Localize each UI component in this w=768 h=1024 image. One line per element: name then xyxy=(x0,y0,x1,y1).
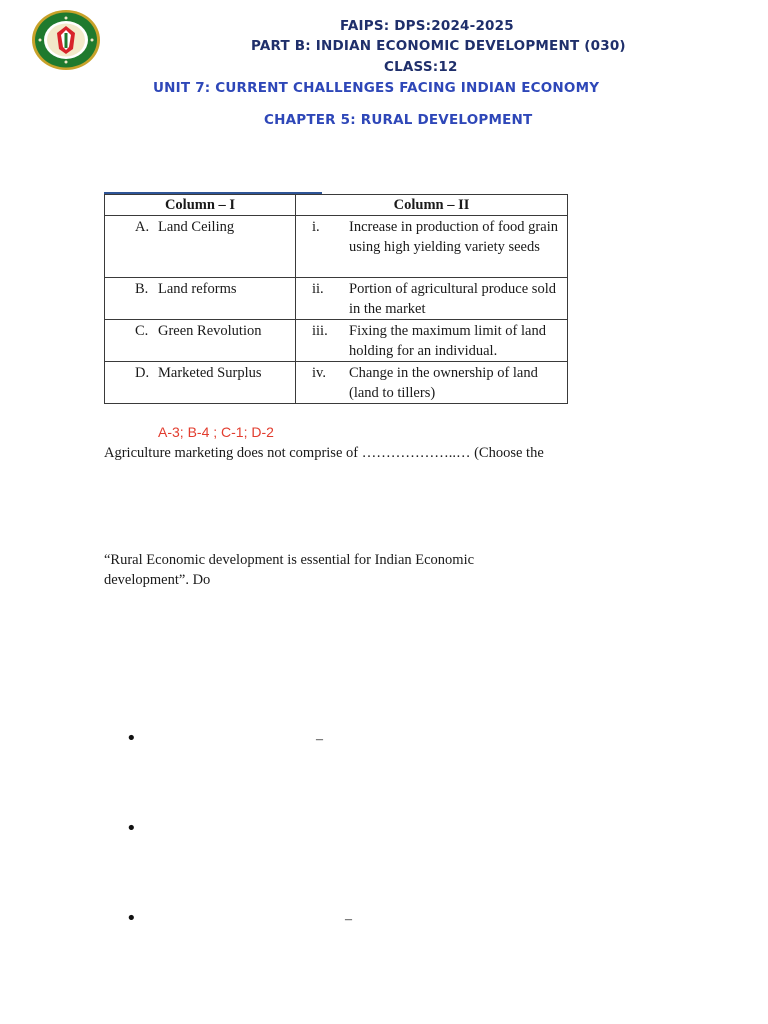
column-1-header: Column – I xyxy=(105,195,296,216)
column-2-item: Change in the ownership of land (land to tillers) xyxy=(349,365,538,401)
column-1-item: Green Revolution xyxy=(158,323,262,339)
question-rural-development-line-2: development”. Do xyxy=(104,572,211,588)
match-the-following-table xyxy=(104,194,568,404)
bullet-icon: • xyxy=(126,818,137,839)
bullet-dash: – xyxy=(316,732,323,747)
row-letter: C. xyxy=(135,323,149,339)
row-numeral: iv. xyxy=(312,365,326,381)
column-2-item: Portion of agricultural produce sold in the market xyxy=(349,281,556,317)
question-rural-development-line-1: “Rural Economic development is essential for Indian Economic xyxy=(104,552,475,568)
bullet-icon: • xyxy=(126,728,137,749)
table-row xyxy=(105,320,568,362)
question-agriculture-marketing: Agriculture marketing does not comprise of ………………..… (Choose the xyxy=(104,445,544,461)
row-letter: A. xyxy=(135,219,150,235)
unit-heading: UNIT 7: CURRENT CHALLENGES FACING INDIAN ECONOMY xyxy=(153,80,600,96)
table-row xyxy=(105,362,568,404)
bullet-icon: • xyxy=(126,908,137,929)
answer-key: A-3; B-4 ; C-1; D-2 xyxy=(158,424,274,440)
table-row xyxy=(105,278,568,320)
class-heading: CLASS:12 xyxy=(384,59,458,75)
school-session-heading: FAIPS: DPS:2024-2025 xyxy=(340,18,514,34)
column-1-item: Land Ceiling xyxy=(158,219,235,235)
chapter-heading: CHAPTER 5: RURAL DEVELOPMENT xyxy=(264,112,533,128)
table-header-row xyxy=(105,195,568,216)
column-2-item: Increase in production of food grain using high yielding variety seeds xyxy=(349,219,558,255)
column-1-item: Marketed Surplus xyxy=(158,365,262,381)
column-2-header: Column – II xyxy=(296,195,568,216)
row-numeral: iii. xyxy=(312,323,328,339)
table-row xyxy=(105,216,568,278)
column-2-item: Fixing the maximum limit of land holding for an individual. xyxy=(349,323,546,359)
column-1-item: Land reforms xyxy=(158,281,237,297)
row-numeral: ii. xyxy=(312,281,324,297)
row-numeral: i. xyxy=(312,219,320,235)
bullet-dash: – xyxy=(345,912,352,927)
part-heading: PART B: INDIAN ECONOMIC DEVELOPMENT (030) xyxy=(251,38,626,54)
row-letter: D. xyxy=(135,365,150,381)
row-letter: B. xyxy=(135,281,149,297)
school-emblem-icon xyxy=(31,9,101,71)
